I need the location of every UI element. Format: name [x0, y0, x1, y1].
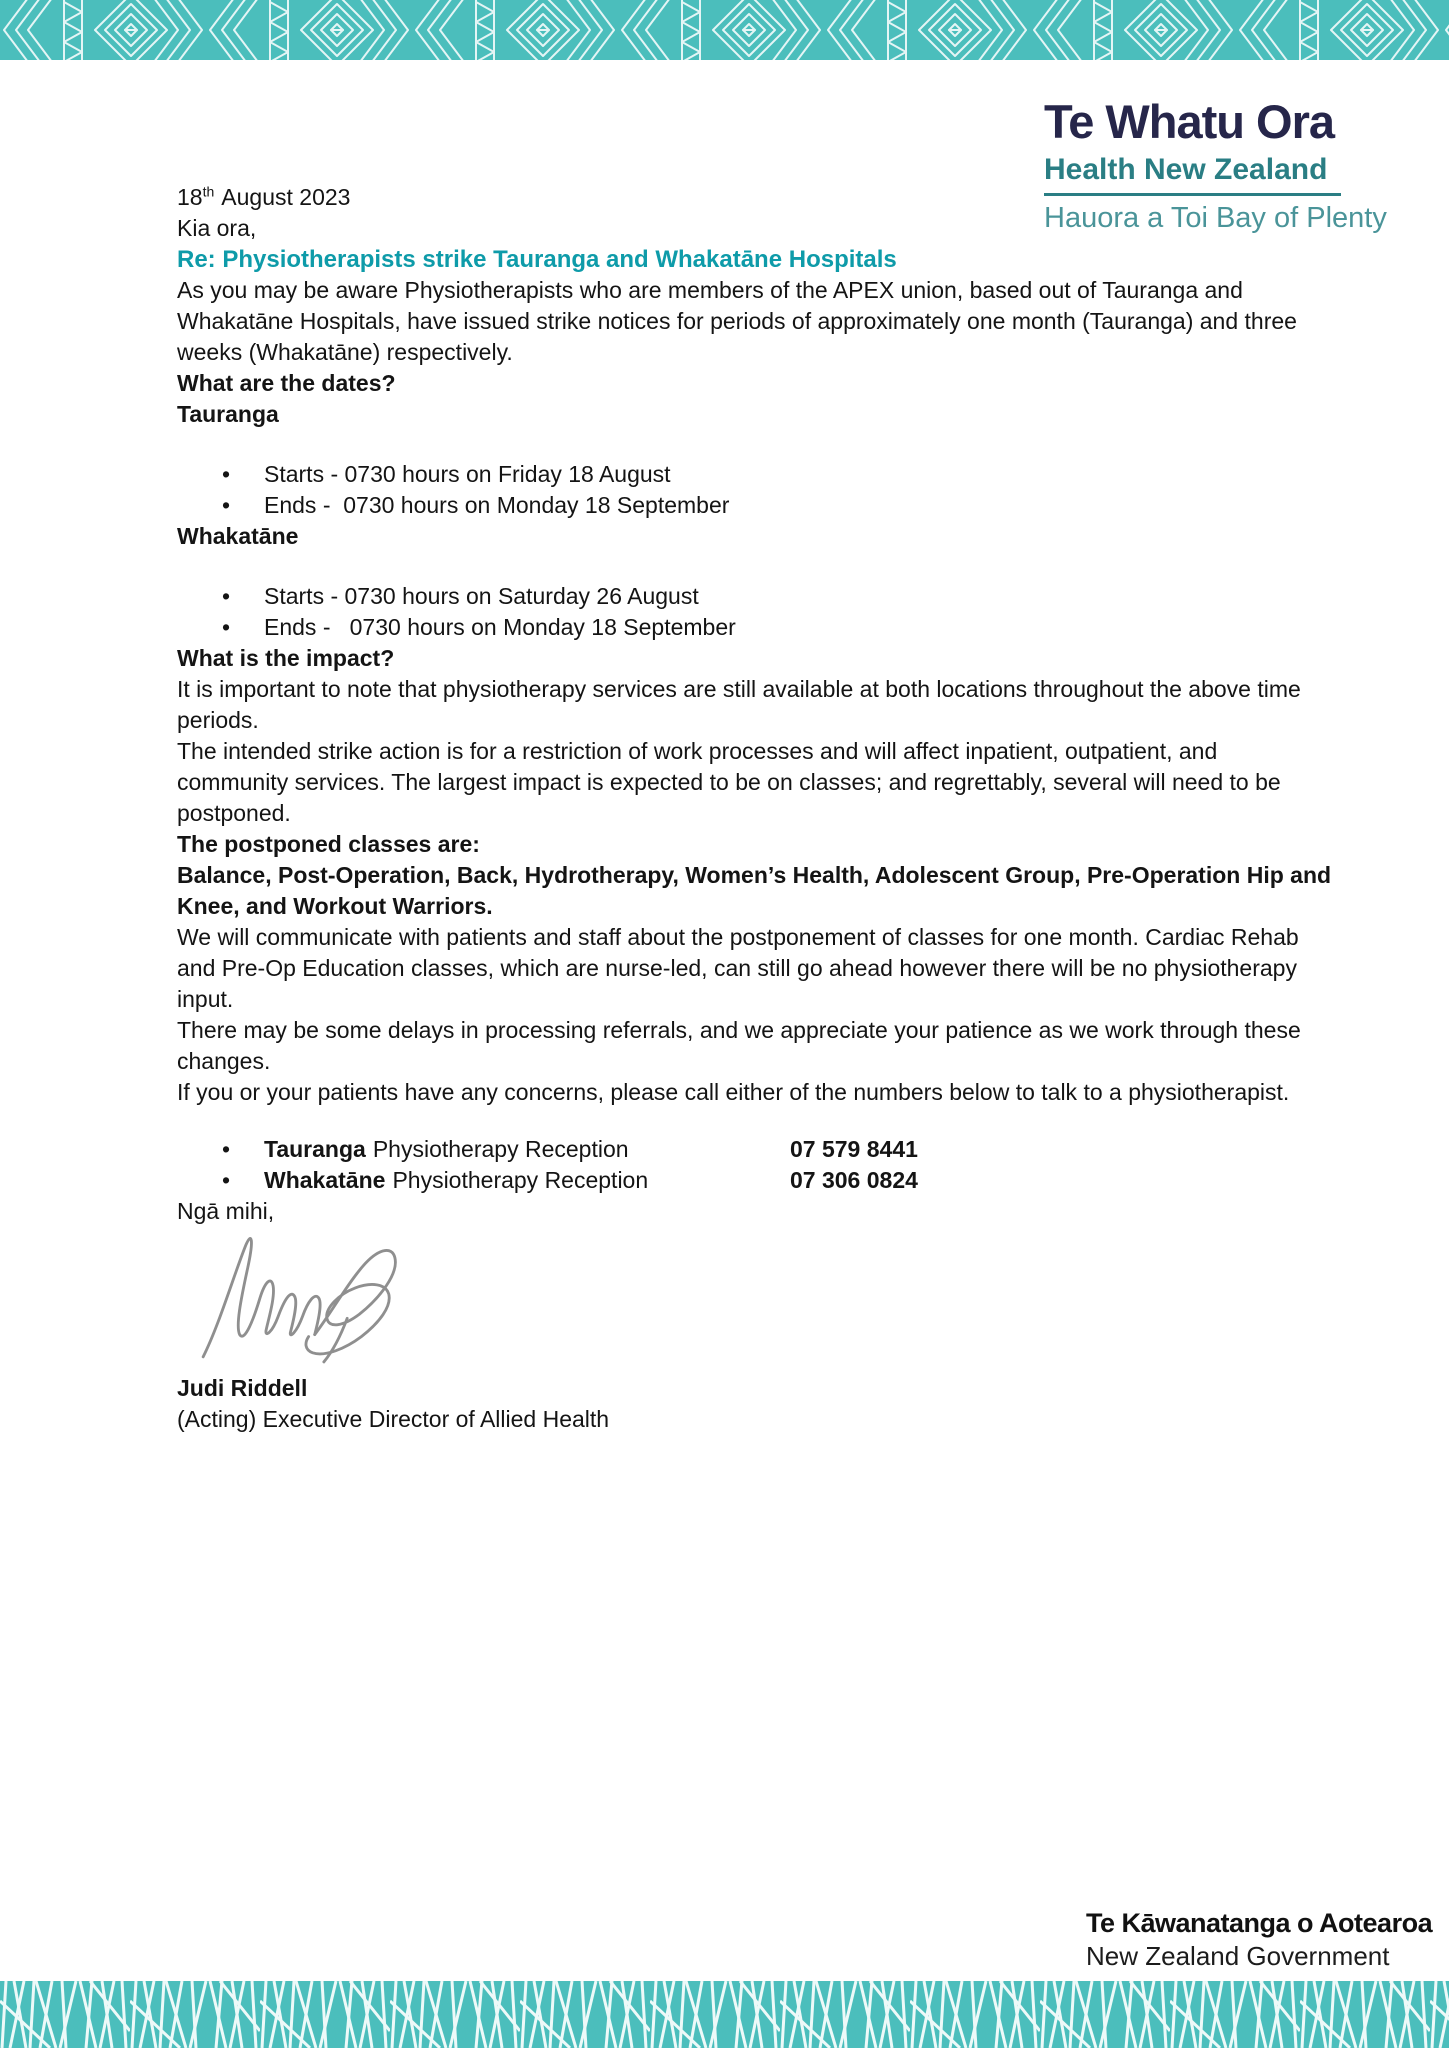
list-item	[177, 459, 1332, 490]
date-day: 18	[177, 184, 203, 210]
heading-impact: What is the impact?	[177, 645, 395, 671]
date-month-year: August 2023	[221, 184, 351, 210]
contact-text	[264, 1167, 648, 1193]
contact-phone-number: 07 306 0824	[790, 1167, 918, 1193]
whakatane-start-date: Starts - 0730 hours on Saturday 26 August	[264, 583, 699, 609]
bullet-marker: •	[222, 461, 231, 487]
contact-text	[264, 1136, 629, 1162]
paragraph-intro: As you may be aware Physiotherapists who are members of the APEX union, based out of Tauranga and Whakatāne Hospitals, have issued strike notices for periods of approximately one month (Tauranga) and three weeks (Whakatāne) respectively.	[177, 277, 1297, 365]
tauranga-end-date: Ends - 0730 hours on Monday 18 September	[264, 492, 730, 518]
date-ordinal-suffix: th	[202, 183, 215, 200]
signatory-name: Judi Riddell	[177, 1375, 308, 1401]
govt-english-text: New Zealand Government	[1086, 1941, 1390, 1971]
contact-row-tauranga	[177, 1134, 1332, 1165]
letter-date	[177, 182, 1332, 213]
list-item	[177, 581, 1332, 612]
signatory-title: (Acting) Executive Director of Allied Health	[177, 1406, 610, 1432]
bullet-marker: •	[222, 614, 231, 640]
signoff: Ngā mihi,	[177, 1198, 275, 1224]
heading-postponed-classes: The postponed classes are:	[177, 831, 480, 857]
logo-hauora-text: Hauora a Toi Bay of Plenty	[1044, 202, 1387, 234]
maori-pattern-banner-top	[0, 0, 1449, 60]
handwritten-signature-image	[192, 1223, 407, 1365]
maori-pattern-banner-bottom	[0, 1981, 1449, 2048]
contact-location: Tauranga	[264, 1136, 366, 1162]
heading-dates: What are the dates?	[177, 370, 396, 396]
bullet-marker: •	[222, 1167, 231, 1193]
subject-line: Re: Physiotherapists strike Tauranga and Whakatāne Hospitals	[177, 246, 897, 273]
nz-government-logo	[1086, 1910, 1432, 1969]
paragraph-services-available: It is important to note that physiotherapy services are still available at both locations throughout the above time periods.	[177, 676, 1301, 733]
maori-pattern-top-svg	[0, 0, 1449, 60]
paragraph-concerns: If you or your patients have any concerns, please call either of the numbers below to talk to a physiotherapist.	[177, 1079, 1290, 1105]
contact-row-whakatane	[177, 1165, 1332, 1196]
contact-label: Physiotherapy Reception	[392, 1167, 649, 1193]
greeting: Kia ora,	[177, 215, 257, 241]
contact-label: Physiotherapy Reception	[372, 1136, 629, 1162]
contact-location: Whakatāne	[264, 1167, 386, 1193]
logo-health-nz-text: Health New Zealand	[1044, 153, 1328, 186]
bullet-marker: •	[222, 583, 231, 609]
tauranga-dates-list	[177, 459, 1332, 521]
logo-te-whatu-ora-text: Te Whatu Ora	[1044, 95, 1335, 148]
govt-maori-text: Te Kāwanatanga o Aotearoa	[1086, 1908, 1433, 1938]
contact-phone-number: 07 579 8441	[790, 1136, 918, 1162]
tauranga-start-date: Starts - 0730 hours on Friday 18 August	[264, 461, 671, 487]
paragraph-communication: We will communicate with patients and staff about the postponement of classes for one month. Cardiac Rehab and Pre-Op Education classes, which are nurse-led, can still go ahead however there will be no physiotherapy input.	[177, 924, 1299, 1012]
heading-tauranga: Tauranga	[177, 401, 279, 427]
list-item	[177, 490, 1332, 521]
whakatane-dates-list	[177, 581, 1332, 643]
contact-phone-list	[177, 1134, 1332, 1196]
letter-body	[177, 182, 1332, 1435]
postponed-classes-list: Balance, Post-Operation, Back, Hydrotherapy, Women’s Health, Adolescent Group, Pre-Operation Hip and Knee, and Workout Warriors.	[177, 862, 1332, 919]
list-item	[177, 612, 1332, 643]
paragraph-strike-action: The intended strike action is for a restriction of work processes and will affect inpatient, outpatient, and community services. The largest impact is expected to be on classes; and regrettably, several will need to be postponed.	[177, 738, 1281, 826]
bullet-marker: •	[222, 1136, 231, 1162]
maori-pattern-bottom-svg	[0, 1981, 1449, 2048]
bullet-marker: •	[222, 492, 231, 518]
whakatane-end-date: Ends - 0730 hours on Monday 18 September	[264, 614, 736, 640]
heading-whakatane: Whakatāne	[177, 523, 299, 549]
paragraph-delays: There may be some delays in processing referrals, and we appreciate your patience as we work through these changes.	[177, 1017, 1301, 1074]
